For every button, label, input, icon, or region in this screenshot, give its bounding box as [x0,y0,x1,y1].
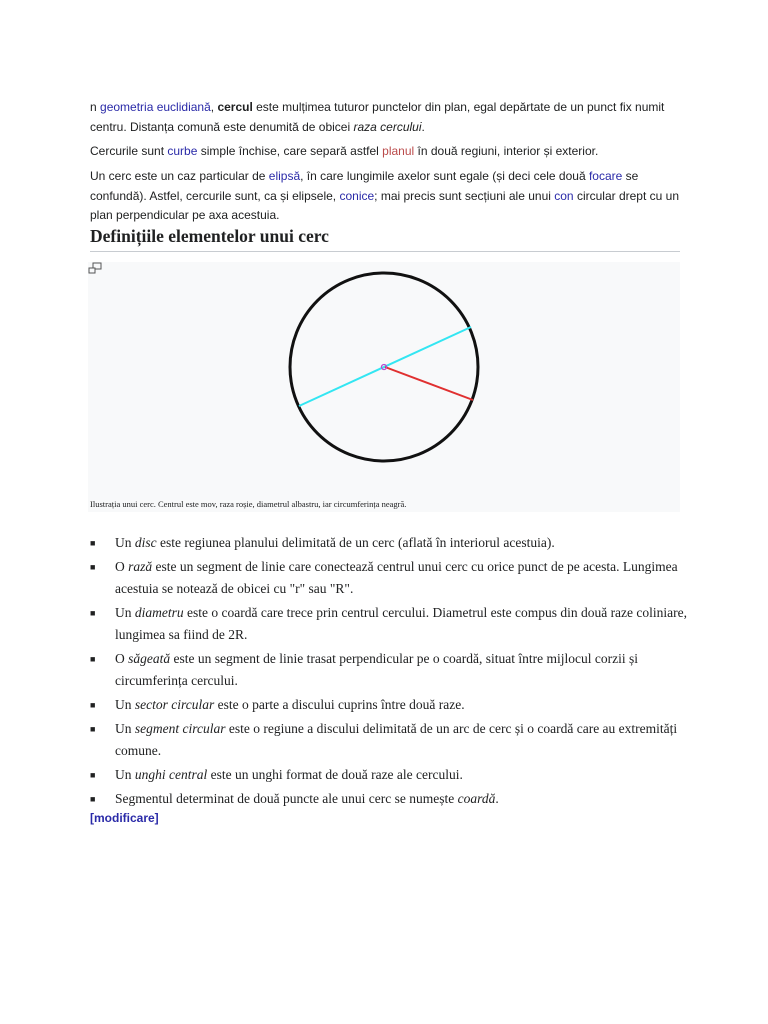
definition-prefix: O [115,559,129,574]
p3-text-5: circular drept cu un plan perpendicular pe axa acestuia. [90,188,679,222]
definition-item [90,764,690,786]
enlarge-icon[interactable] [88,262,102,274]
bullet-icon: ■ [90,724,96,734]
definition-term: diametru [134,605,184,620]
p3-text-1: Un cerc este un caz particular de [90,169,269,183]
definition-item [90,556,690,600]
intro-paragraph-3 [90,167,690,226]
bullet-icon: ■ [90,562,96,572]
link-elipsa[interactable]: elipsă [268,169,301,183]
link-con[interactable]: con [554,188,574,203]
p2-text-1: Cercurile sunt [90,144,168,158]
link-focare[interactable]: focare [588,169,623,183]
circle-illustration [88,262,680,512]
definition-item [90,532,690,554]
definition-prefix: Un [115,697,135,712]
diameter-line [299,327,471,406]
p2-text-2: simple închise, care separă astfel [197,144,383,158]
definition-text: este un segment de linie care conectează centrul unui cerc cu orice punct de pe acesta. Lungimea acestuia se notează de obicei cu "r" sau "R". [115,559,678,596]
definition-prefix: O [115,651,129,666]
bullet-icon: ■ [90,608,96,618]
definition-item [90,648,690,692]
definition-term: rază [128,559,153,574]
definition-term: unghi central [134,767,208,782]
definition-prefix: Un [115,535,135,550]
intro-paragraph-1 [90,98,690,137]
bullet-icon: ■ [90,538,96,548]
definition-text: este regiunea planului delimitată de un cerc (aflată în interiorul acestuia). [156,535,555,550]
definition-term: segment circular [134,721,226,736]
definition-item [90,788,690,810]
italic-term-raza: raza cercului [353,119,422,134]
definition-text: este o regiune a discului delimitată de un arc de cerc și o coardă care au extremități comune. [115,721,678,758]
definition-text: este un unghi format de două raze ale cercului. [207,767,463,782]
link-conice[interactable]: conice [339,188,375,203]
definitions-list [90,532,690,812]
definition-term: sector circular [134,697,215,712]
p3-text-4: ; mai precis sunt secțiuni ale unui [374,188,555,203]
intro-comma: , [210,100,218,114]
bullet-icon: ■ [90,794,96,804]
bullet-icon: ■ [90,700,96,710]
definition-text: . [495,791,499,806]
definition-text: este o parte a discului cuprins între două raze. [214,697,465,712]
definition-term: disc [134,535,157,550]
intro-end: . [421,119,425,134]
definition-item [90,694,690,716]
link-geometria-euclidiana[interactable]: geometria euclidiană [100,100,211,114]
circle-figure [88,262,680,512]
section-heading: Definițiile elementelor unui cerc [90,226,680,252]
intro-paragraph-2 [90,142,690,162]
p3-text-2: , în care lungimile axelor sunt egale (și deci cele două [300,169,589,183]
bullet-icon: ■ [90,770,96,780]
definition-prefix: Un [115,721,135,736]
p3-text-3: se confundă). Astfel, cercurile sunt, ca și elipsele, [90,169,639,203]
definition-text: este un segment de linie trasat perpendicular pe o coardă, situat între mijlocul corzii și circumferința cercului. [115,651,638,688]
definition-prefix: Un [115,767,135,782]
bold-term-cercul: cercul [217,100,253,114]
figure-caption: Ilustrația unui cerc. Centrul este mov, raza roșie, diametrul albastru, iar circumferința neagră. [90,499,407,509]
definition-text: este o coardă care trece prin centrul cercului. Diametrul este compus din două raze coliniare, lungimea sa fiind de 2R. [115,605,688,642]
definition-prefix: Segmentul determinat de două puncte ale unui cerc se numește [115,791,458,806]
edit-section-link[interactable]: [modificare] [90,811,159,825]
p2-text-3: în două regiuni, interior și exterior. [414,144,599,158]
link-curbe[interactable]: curbe [167,144,198,158]
radius-line [385,367,473,400]
bullet-icon: ■ [90,654,96,664]
definition-term: coardă [457,791,496,806]
intro-prefix: n [90,100,101,114]
link-planul[interactable]: planul [382,144,415,158]
definition-item [90,602,690,646]
definition-prefix: Un [115,605,135,620]
definition-term: săgeată [128,651,171,666]
definition-item [90,718,690,762]
intro-text: este mulțimea tuturor punctelor din plan, egal depărtate de un punct fix numit centru. Distanța comună este denumită de obicei [90,100,665,134]
